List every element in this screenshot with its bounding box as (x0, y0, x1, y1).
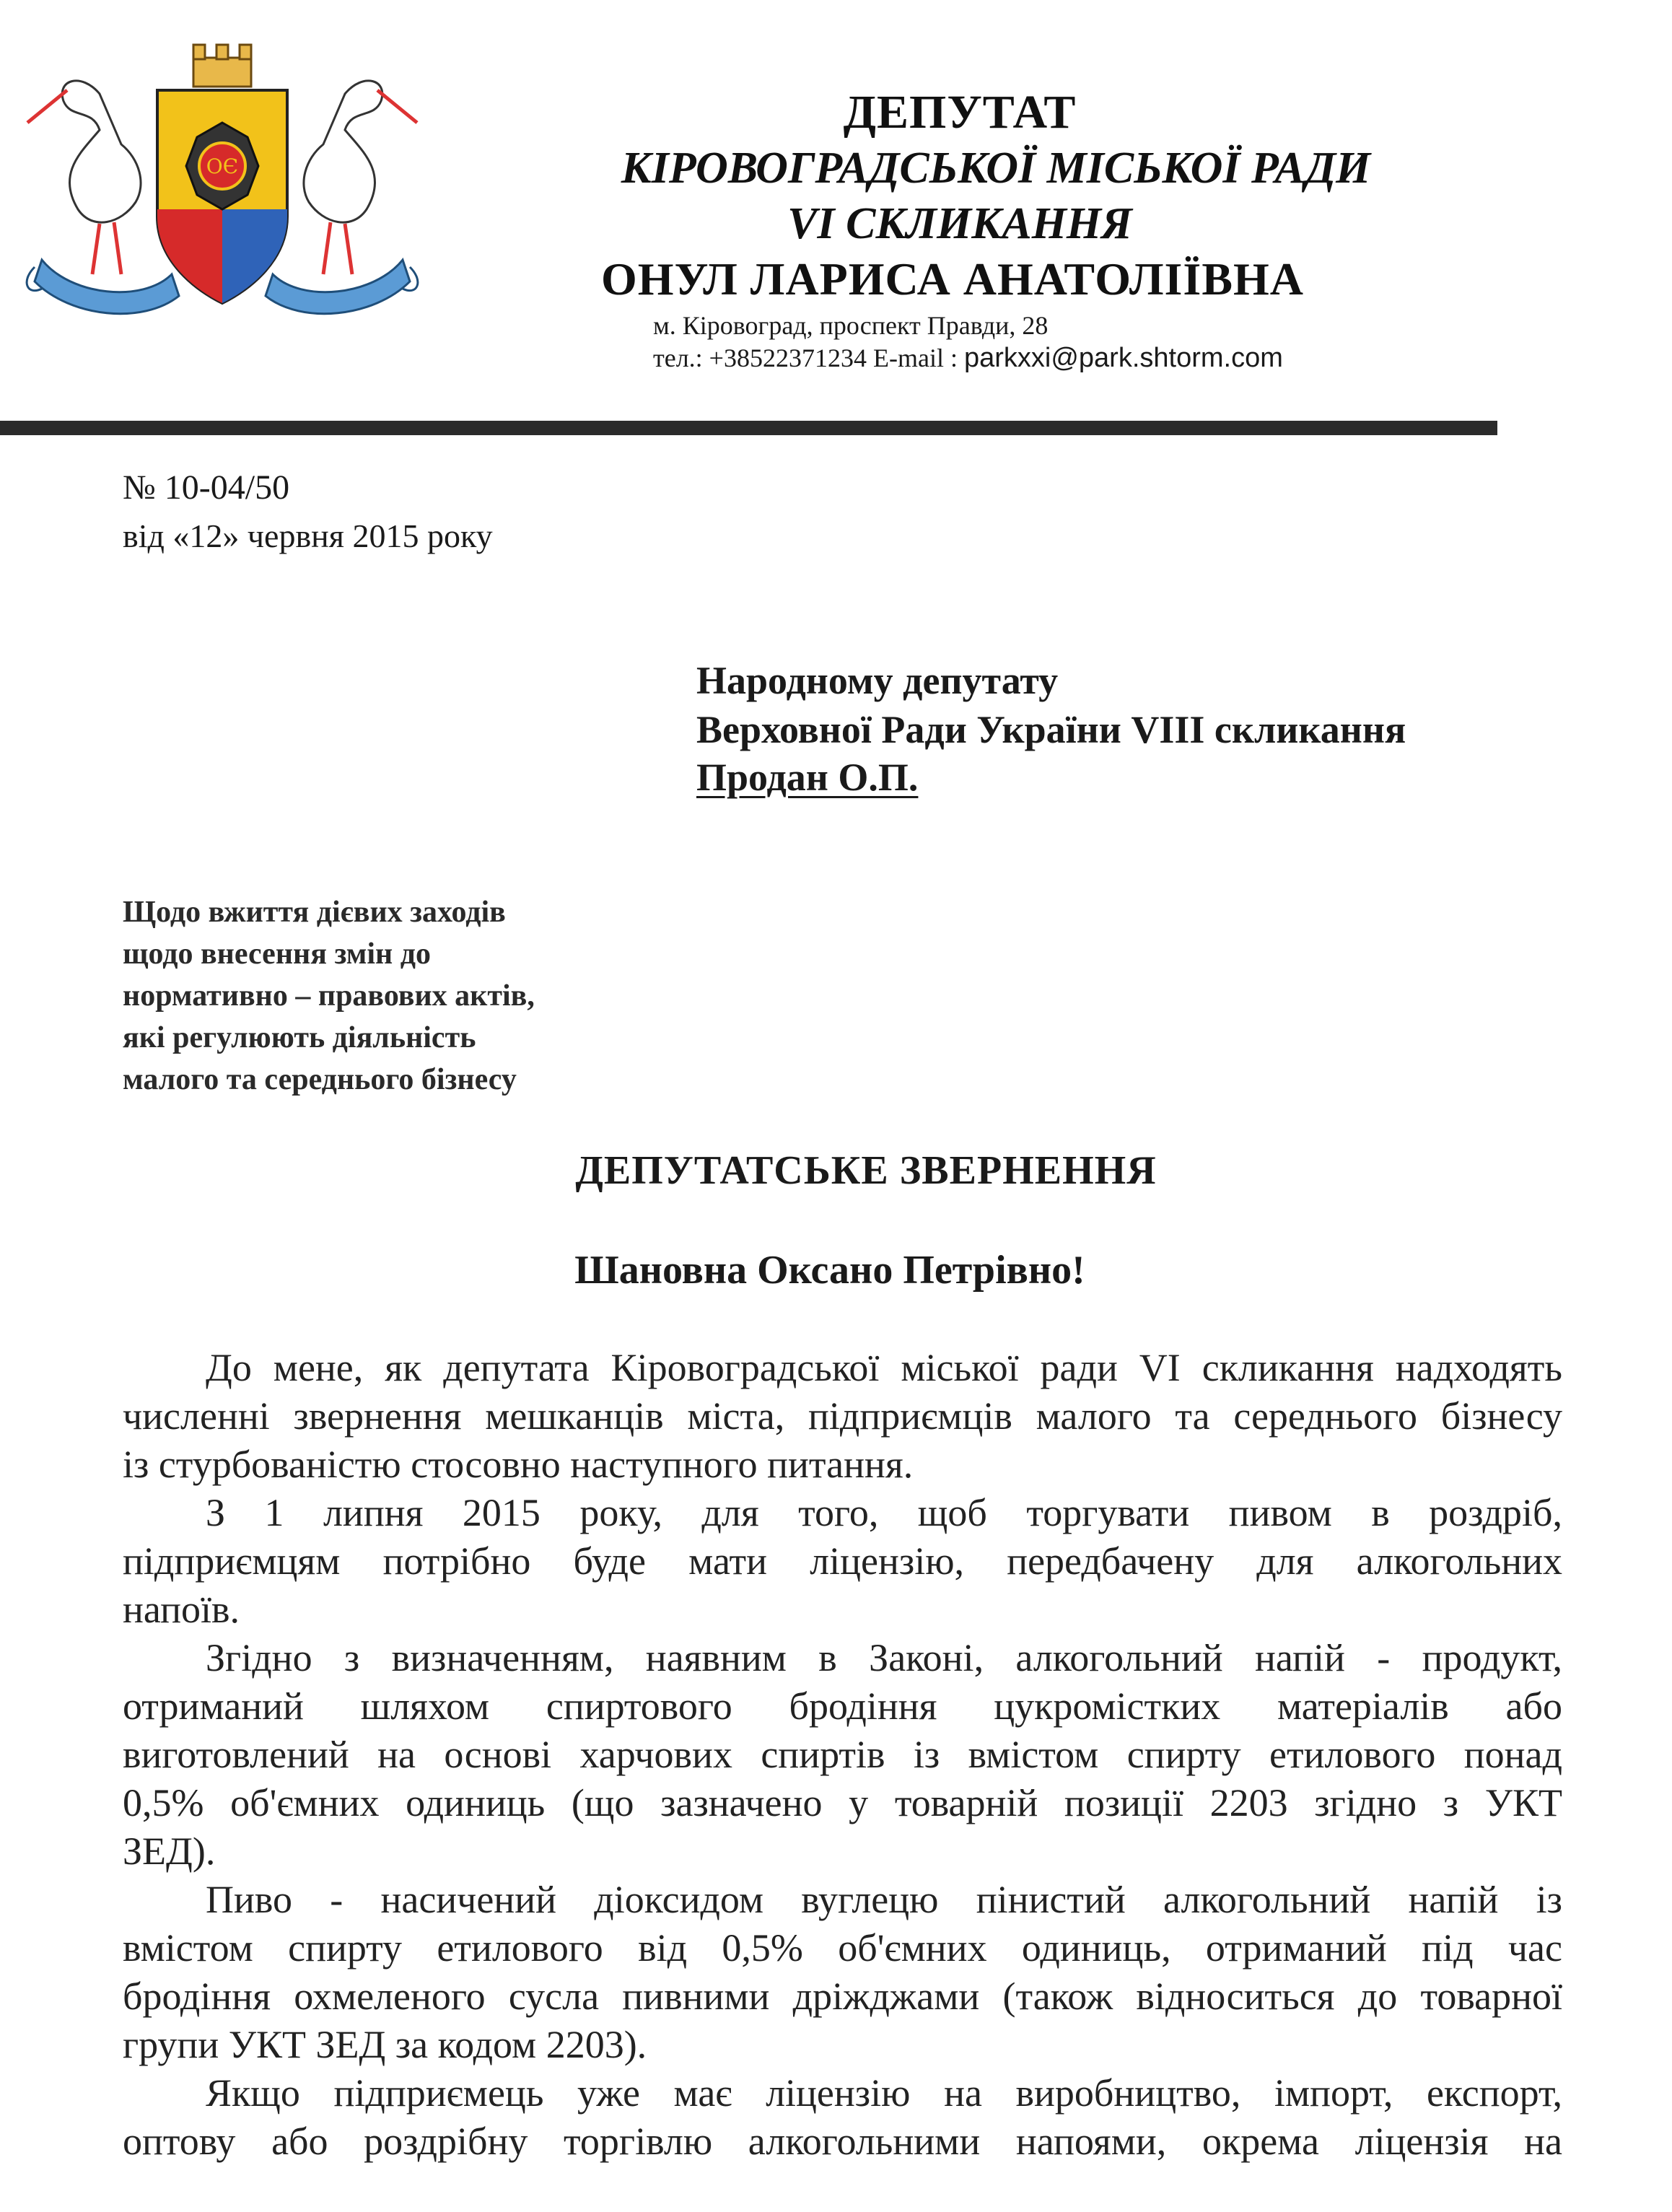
document-number: № 10-04/50 (123, 468, 290, 507)
header-deputy-name: ОНУЛ ЛАРИСА АНАТОЛІЇВНА (600, 253, 1305, 305)
document-date: від «12» червня 2015 року (123, 517, 493, 554)
greeting: Шановна Оксано Петрівно! (574, 1248, 1085, 1293)
body-line: вмістом спирту етилового від 0,5% об'ємних одиниць, отриманий під час (123, 1926, 1562, 1970)
body-line: Якщо підприємець уже має ліцензію на виробництво, імпорт, експорт, (206, 2071, 1562, 2115)
svg-text:ОЄ: ОЄ (206, 154, 239, 178)
header-divider (0, 421, 1497, 435)
body-line: із стурбованістю стосовно наступного питання. (123, 1443, 914, 1486)
subject-line: нормативно – правових актів, (123, 979, 535, 1013)
body-line: Пиво - насичений діоксидом вуглецю пінистий алкогольний напій із (206, 1878, 1562, 1921)
recipient-line-2: Верховної Ради України VIII скликання (696, 708, 1406, 751)
body-line: виготовлений на основі харчових спиртів із вмістом спирту етилового понад (123, 1733, 1562, 1776)
letter-body (123, 1344, 1562, 2166)
body-line: напоїв. (123, 1588, 240, 1631)
body-line: До мене, як депутата Кіровоградської міської ради VI скликання надходять (206, 1346, 1562, 1389)
subject-line: щодо внесення змін до (123, 937, 431, 971)
header-address: м. Кіровоград, проспект Правди, 28 (653, 311, 1049, 340)
body-line: бродіння охмеленого сусла пивними дріжджами (також відноситься до товарної (123, 1975, 1562, 2018)
header-contact (653, 343, 1283, 374)
subject-line: які регулюють діяльність (123, 1021, 476, 1054)
header-email: parkxxi@park.shtorm.com (963, 343, 1283, 373)
header-council: КІРОВОГРАДСЬКОЇ МІСЬКОЇ РАДИ (621, 144, 1371, 193)
subject-line: Щодо вжиття дієвих заходів (123, 896, 506, 929)
crown-icon (193, 45, 251, 87)
shield-icon (157, 90, 287, 303)
header-convocation: VI СКЛИКАННЯ (787, 199, 1132, 248)
header-phone: тел.: +38522371234 E-mail : (653, 344, 964, 372)
body-line: отриманий шляхом спиртового бродіння цукромістких матеріалів або (123, 1684, 1562, 1728)
right-stork-icon (304, 81, 417, 274)
body-line: численні звернення мешканців міста, підприємців малого та середнього бізнесу (123, 1394, 1562, 1438)
body-line: З 1 липня 2015 року, для того, щоб торгувати пивом в роздріб, (206, 1491, 1562, 1534)
body-line: Згідно з визначенням, наявним в Законі, алкогольний напій - продукт, (206, 1636, 1562, 1679)
left-stork-icon (27, 81, 141, 274)
body-line: ЗЕД). (123, 1830, 216, 1873)
header-title: ДЕПУТАТ (843, 86, 1077, 139)
subject-line: малого та середнього бізнесу (123, 1063, 517, 1096)
body-line: групи УКТ ЗЕД за кодом 2203). (123, 2023, 647, 2066)
body-line: 0,5% об'ємних одиниць (що зазначено у товарній позиції 2203 згідно з УКТ (123, 1781, 1562, 1824)
document-title: ДЕПУТАТСЬКЕ ЗВЕРНЕННЯ (575, 1148, 1157, 1193)
body-line: оптову або роздрібну торгівлю алкогольними напоями, окрема ліцензія на (123, 2120, 1562, 2163)
recipient-name: Продан О.П. (696, 756, 919, 799)
recipient-line-1: Народному депутату (696, 659, 1059, 702)
body-line: підприємцям потрібно буде мати ліцензію, передбачену для алкогольних (123, 1539, 1562, 1583)
city-coat-of-arms (13, 29, 432, 332)
